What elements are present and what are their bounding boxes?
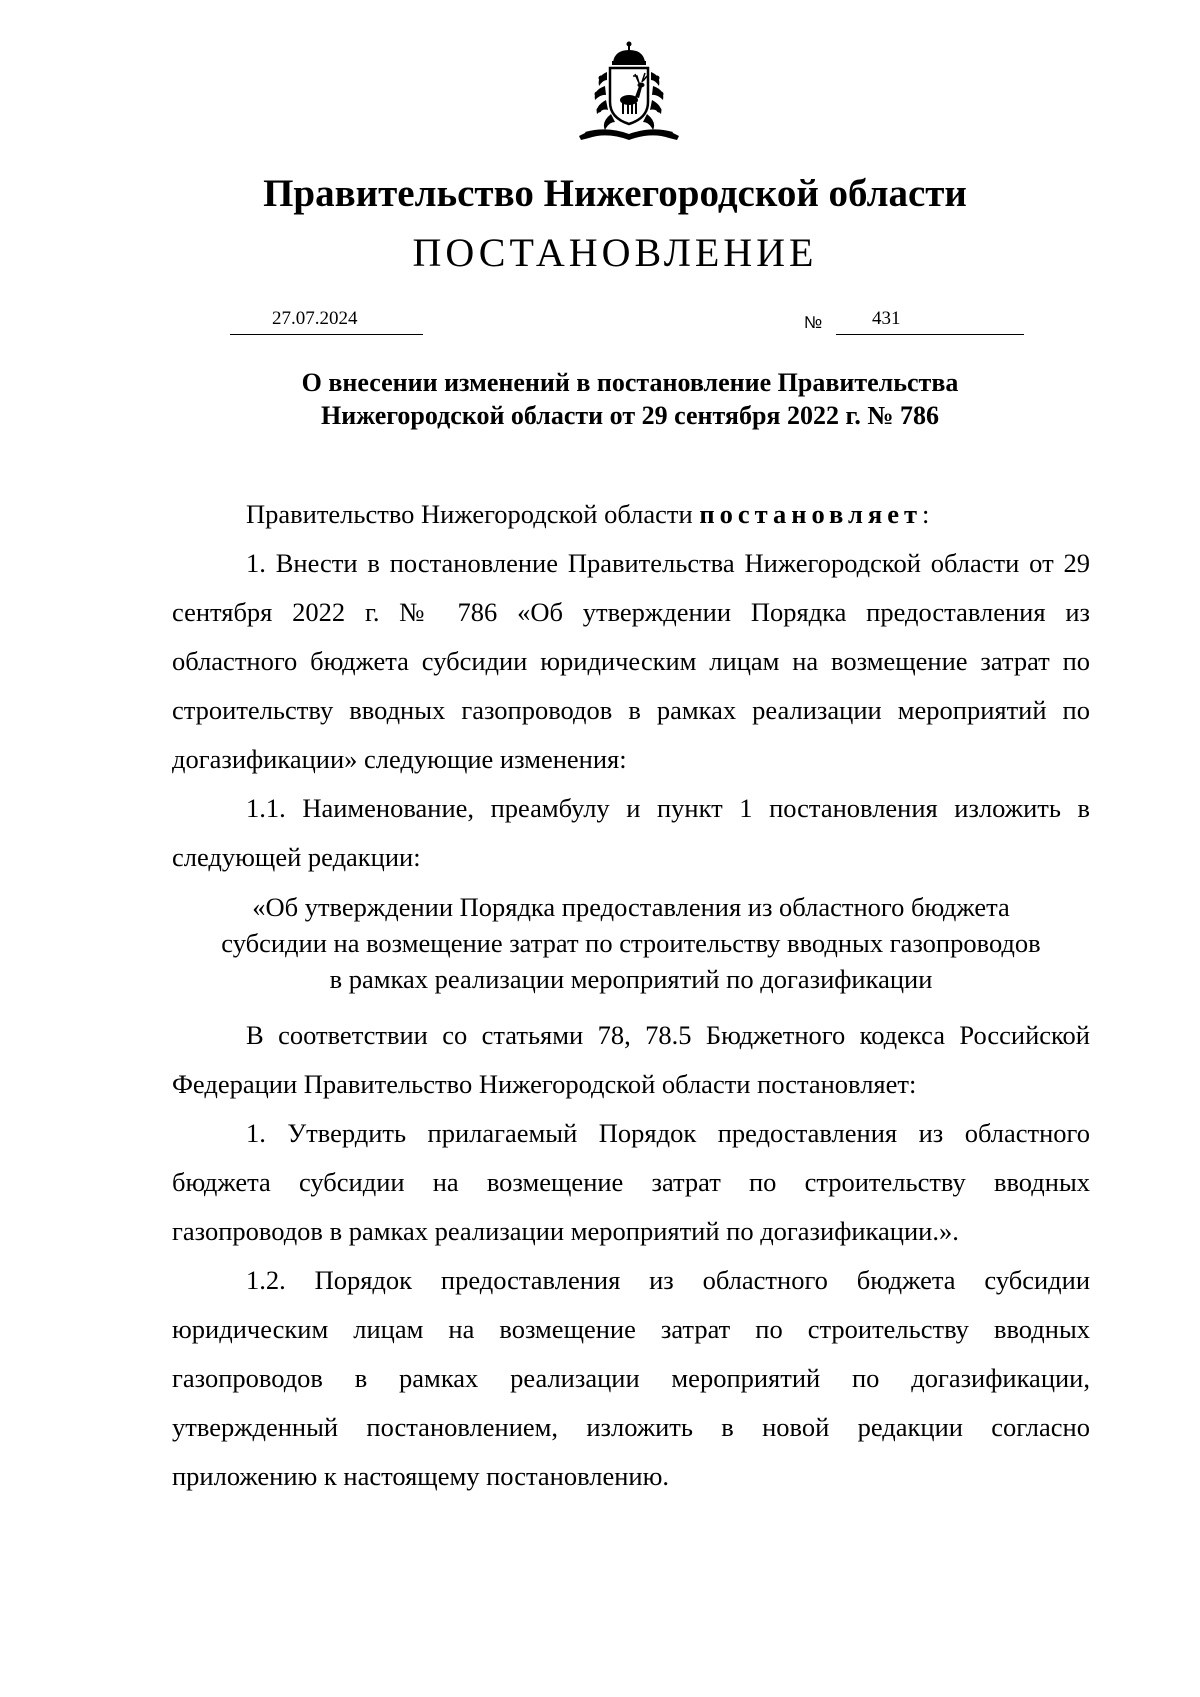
subject-line-2: Нижегородской области от 29 сентября 2022 г. № 786 [321, 401, 939, 430]
quoted-item-1: 1. Утвердить прилагаемый Порядок предоставления из областного бюджета субсидии на возмещение затрат по строительству вводных газопроводов в рамках реализации мероприятий по догазификации.». [172, 1118, 1090, 1246]
organization-title: Правительство Нижегородской области [263, 172, 967, 215]
document-number: 431 [872, 308, 901, 329]
quoted-preamble: В соответствии со статьями 78, 78.5 Бюджетного кодекса Российской Федерации Правительство Нижегородской области постановляет: [172, 1020, 1090, 1099]
preamble-text: Правительство Нижегородской области [246, 499, 700, 529]
paragraph-1-1: 1.1. Наименование, преамбулу и пункт 1 постановления изложить в следующей редакции: [172, 793, 1090, 872]
document-date: 27.07.2024 [272, 308, 358, 329]
document-body [172, 490, 1090, 1501]
document-subject [170, 366, 1090, 432]
document-date-field [230, 308, 423, 335]
subject-line-1: О внесении изменений в постановление Правительства [301, 368, 959, 397]
preamble-colon: : [922, 499, 930, 529]
number-sign-label: № [804, 313, 823, 332]
quoted-title-line-3: в рамках реализации мероприятий по догазификации [329, 964, 933, 994]
document-number-field [836, 308, 1024, 335]
preamble-paragraph [172, 490, 1090, 539]
document-type: ПОСТАНОВЛЕНИЕ [412, 230, 818, 275]
quoted-title [172, 882, 1090, 1011]
paragraph-1-2: 1.2. Порядок предоставления из областного бюджета субсидии юридическим лицам на возмещение затрат по строительству вводных газопроводов в рамках реализации мероприятий по догазификации, утвержденный постановлением, изложить в новой редакции согласно приложению к настоящему постановлению. [172, 1265, 1090, 1491]
paragraph-1: 1. Внести в постановление Правительства Нижегородской области от 29 сентября 2022 г. № 786 «Об утверждении Порядка предоставления из областного бюджета субсидии юридическим лицам на возмещение затрат по строительству вводных газопроводов в рамках реализации мероприятий по догазификации» следующие изменения: [172, 548, 1090, 774]
quoted-title-line-2: субсидии на возмещение затрат по строительству вводных газопроводов [221, 928, 1041, 958]
preamble-keyword: постановляет [699, 499, 923, 529]
quoted-title-line-1: «Об утверждении Порядка предоставления из областного бюджета [252, 892, 1010, 922]
nizhny-novgorod-coat-of-arms-icon [579, 40, 679, 144]
